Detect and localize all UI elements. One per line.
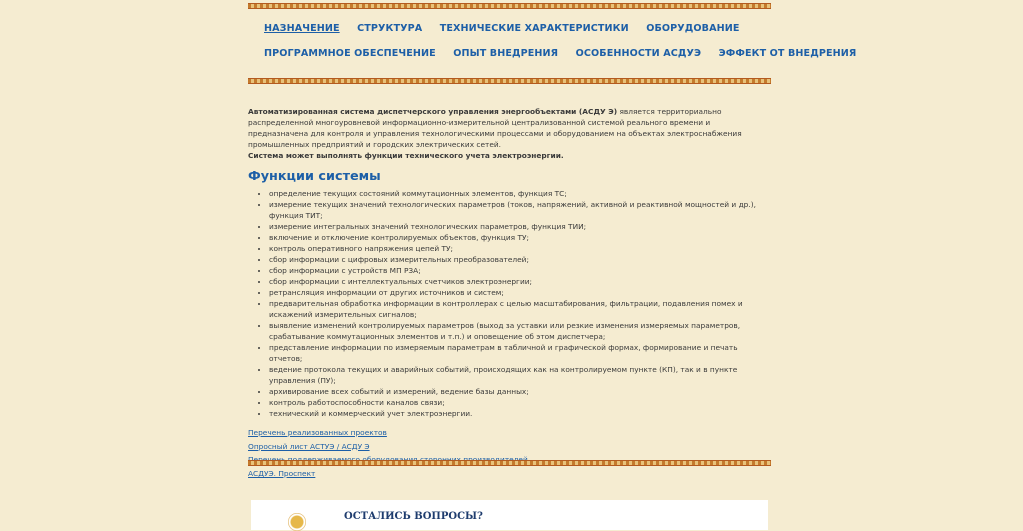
nav-row-2	[264, 48, 857, 59]
intro-bold-tail: Система может выполнять функции технического учета электроэнергии.	[248, 151, 564, 160]
company-logo-icon	[288, 513, 306, 531]
main-content	[248, 106, 771, 480]
nav-item-tech-specs[interactable]: ТЕХНИЧЕСКИЕ ХАРАКТЕРИСТИКИ	[439, 23, 629, 34]
list-item: • сбор информации с устройств МП РЗА;	[269, 265, 771, 276]
nav-item-naznachenie[interactable]: НАЗНАЧЕНИЕ	[264, 23, 340, 34]
list-item: • представление информации по измеряемым параметрам в табличной и графической формах, формирование и печать отчетов;	[269, 342, 771, 364]
list-item: • технический и коммерческий учет электроэнергии.	[269, 408, 771, 419]
list-item: • включение и отключение контролируемых объектов, функция ТУ;	[269, 232, 771, 243]
list-item: • контроль оперативного напряжения цепей ТУ;	[269, 243, 771, 254]
intro-text: является территориально распределенной многоуровневой информационно-измерительной централизованной системой реального времени и предназначена для контроля и управления технологическими процессами и оборудованием на объектах электроснабжения промышленных предприятий и городских электрических сетей.	[248, 107, 742, 149]
nav-item-software[interactable]: ПРОГРАММНОЕ ОБЕСПЕЧЕНИЕ	[264, 48, 436, 59]
link-projects-list[interactable]: Перечень реализованных проектов	[248, 428, 387, 437]
functions-list	[248, 188, 771, 419]
list-item: • определение текущих состояний коммутационных элементов, функция ТС;	[269, 188, 771, 199]
ornament-border-top	[248, 3, 771, 9]
list-item: • сбор информации с интеллектуальных счетчиков электроэнергии;	[269, 276, 771, 287]
link-prospectus[interactable]: АСДУЭ. Проспект	[248, 468, 316, 478]
nav-item-effect[interactable]: ЭФФЕКТ ОТ ВНЕДРЕНИЯ	[718, 48, 857, 59]
nav-item-struktura[interactable]: СТРУКТУРА	[357, 23, 423, 34]
questions-title: ОСТАЛИСЬ ВОПРОСЫ?	[344, 511, 483, 522]
list-item: • сбор информации с цифровых измерительных преобразователей;	[269, 254, 771, 265]
list-item: • измерение интегральных значений технологических параметров, функция ТИИ;	[269, 221, 771, 232]
ornament-border-mid	[248, 78, 771, 84]
nav-item-features[interactable]: ОСОБЕННОСТИ АСДУЭ	[575, 48, 702, 59]
list-item: • предварительная обработка информации в контроллерах с целью масштабирования, фильтрации, подавления помех и искажений измерительных сигналов;	[269, 298, 771, 320]
list-item: • ретрансляция информации от других источников и систем;	[269, 287, 771, 298]
nav-row-1	[264, 23, 764, 34]
intro-bold-lead: Автоматизированная система диспетчерского управления энергообъектами (АСДУ Э)	[248, 107, 618, 116]
list-item: • ведение протокола текущих и аварийных событий, происходящих как на контролируемом пункте (КП), так и в пункте управления (ПУ);	[269, 364, 771, 386]
intro-paragraph	[248, 106, 771, 161]
list-item: • выявление изменений контролируемых параметров (выход за уставки или резкие изменения измеряемых параметров, срабатывание коммутационных элементов и т.п.) и оповещение об этом диспетчера;	[269, 320, 771, 342]
list-item: • архивирование всех событий и измерений, ведение базы данных;	[269, 386, 771, 397]
nav-item-equipment[interactable]: ОБОРУДОВАНИЕ	[646, 23, 740, 34]
list-item: • контроль работоспособности каналов связи;	[269, 397, 771, 408]
questions-panel	[251, 500, 768, 530]
list-item: • измерение текущих значений технологических параметров (токов, напряжений, активной и реактивной мощностей и др.), функция ТИТ;	[269, 199, 771, 221]
nav-item-experience[interactable]: ОПЫТ ВНЕДРЕНИЯ	[453, 48, 559, 59]
link-questionnaire[interactable]: Опросный лист АСТУЭ / АСДУ Э	[248, 441, 370, 451]
functions-heading: Функции системы	[248, 169, 381, 184]
links-block	[248, 426, 771, 480]
ornament-border-bottom	[248, 460, 771, 466]
